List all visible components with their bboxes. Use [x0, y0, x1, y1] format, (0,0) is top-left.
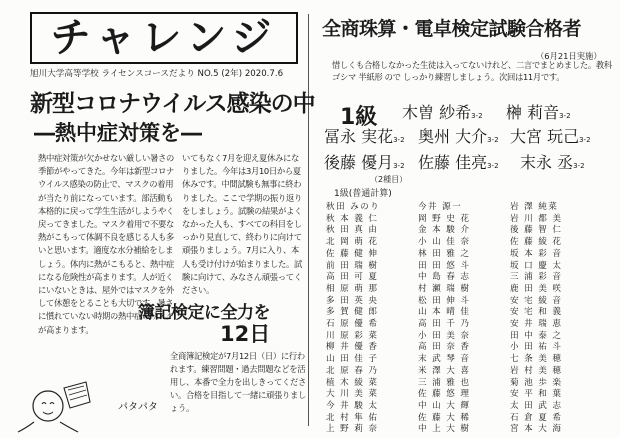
passer-name: 岩 澤 純菜: [510, 202, 559, 212]
passer-name: 多 賀 健 郎: [326, 307, 379, 318]
column-divider: [308, 14, 309, 426]
passer-name: 佐 藤 悠 理: [418, 389, 471, 400]
exam-date: （6月21日実施）: [536, 51, 602, 61]
passer-name: 高 田 可 夏: [326, 272, 379, 283]
passer-name: 坂 本 彩 音: [510, 248, 563, 259]
passer-name: 岡 野 史 花: [418, 213, 471, 224]
passer-name: 小 田 美 奈: [418, 330, 471, 341]
passer-name: 林 田 雅 之: [418, 248, 471, 259]
boki-article: 全商簿記検定が7月12日（日）に行われます。練習問題・過去問題などを活用し、本番で全力を出しきってください。合格を目指して一緒に頑張りましょう。: [170, 351, 306, 413]
passer-name: 安 平 和 葉: [510, 389, 563, 400]
passer-name: 植 木 綾 菜: [326, 377, 379, 388]
results-title: 全商珠算・電卓検定試験合格者: [322, 18, 582, 40]
passer-name: 山 本 晴 佳: [418, 307, 471, 318]
level1-name: 後藤 優月3-2: [324, 153, 405, 172]
passer-name: 田 中 泰 之: [510, 330, 563, 341]
passer-name: 大 川 美 菜: [326, 389, 379, 400]
passer-name: 岩 村 美 穂: [510, 365, 563, 376]
passer-name: 佐 藤 綾 花: [510, 237, 563, 248]
passer-name: 秋 田 真 由: [326, 225, 379, 236]
level1-name: 冨永 実花3-2: [324, 127, 405, 146]
heatstroke-article: 熱中症対策が欠かせない厳しい暑さの季節がやってきた。今年は新型コロナウイルス感染の防止で、マスクの着用が当たり前になっています。部活動も本格的に戻って学生生活がしようやく戻ってきました。マスク着用で不要な熱がこもって体調不良を感じる人も多いと思います。適度な水分補給をしましょう。体内に熱がこもると、熱中症になる危険性が高まります。人が近くにいないときは、屋外ではマスクを外して休憩をとることも大切です。暑さに慣れていない時期の熱中症のリスクが高まります。: [38, 153, 174, 335]
masthead-box: [30, 12, 298, 64]
passer-name: 後 藤 智 仁: [510, 225, 563, 236]
passer-name: 山 田 佳 子: [326, 354, 379, 365]
passer-name: 今 井 駿 太: [326, 400, 379, 411]
passer-name: 金 本 駿 介: [418, 225, 471, 236]
level1-name: 大宮 玩己3-2: [510, 127, 591, 146]
passer-name: 岩 川 都 美: [510, 213, 563, 224]
level1-note: （2種目）: [370, 175, 408, 184]
passer-name: 中 上 大 樹: [418, 424, 471, 435]
passer-name: 秋田 みのり: [326, 202, 381, 212]
passer-name: 三 浦 彩 音: [510, 272, 563, 283]
passer-name: 秋 本 義 仁: [326, 213, 379, 224]
passer-name: 菊 池 歩 楽: [510, 377, 563, 388]
level1-name: 佐藤 佳亮3-2: [418, 153, 499, 172]
passer-name: 中 山 大 輝: [418, 400, 471, 411]
passer-name: 川 原 彩 菜: [326, 330, 379, 341]
passer-name: 田 田 悠 斗: [418, 260, 471, 271]
level1-name: 末永 丞3-2: [520, 153, 585, 172]
passer-name: 七 条 美 穂: [510, 354, 563, 365]
passer-name: 小 山 佳 奈: [418, 237, 471, 248]
level1-name: 榊 莉音3-2: [506, 103, 571, 122]
fan-doodle-icon: [12, 376, 104, 434]
level1-label: 1級: [340, 105, 378, 130]
passer-name: 坂 口 慶 太: [510, 260, 563, 271]
passer-name: 中 島 春 志: [418, 272, 471, 283]
passer-name: 石 倉 夏 希: [510, 412, 563, 423]
passer-name: 佐 藤 大 稀: [418, 412, 471, 423]
passer-name: 高 田 奈 香: [418, 342, 471, 353]
passer-name: 鹿 田 美 咲: [510, 283, 563, 294]
passer-name: 安 井 瑞 恵: [510, 319, 563, 329]
passer-name: 米 澤 大 喜: [418, 365, 471, 376]
boki-headline: 簿記検定に全力を: [138, 303, 270, 323]
passer-name: 佐 藤 健 伸: [326, 248, 379, 259]
passer-name: 北 原 春 乃: [326, 365, 379, 376]
passers-list: [316, 200, 616, 435]
passer-name: 高 田 千 乃: [418, 319, 471, 329]
results-note: 惜しくも合格しなかった生徒は入ってないけれど、二言でまとめました。教科 ゴシマ 半紙形 ので しっかり練習しましょう。次回は11月です。: [332, 60, 612, 82]
passer-name: 安 宅 和 義: [510, 307, 563, 318]
passer-name: 前 田 瑞 樹: [326, 260, 379, 271]
level1-name: 奥州 大介3-2: [418, 127, 499, 146]
headline-heatstroke: ―熱中症対策を―: [34, 121, 202, 145]
list-title: 1級(普通計算): [334, 189, 392, 199]
passer-name: 北 岡 萌 花: [326, 237, 379, 248]
masthead-subtitle: 旭川大学高等学校 ライセンスコースだより NO.5 (2年) 2020.7.6: [30, 69, 284, 79]
passer-name: 上 野 莉 奈: [326, 424, 379, 435]
headline-covid: 新型コロナウイルス感染の中: [30, 91, 315, 117]
passer-name: 三 浦 雅 也: [418, 377, 471, 388]
passer-name: 石 原 優 希: [326, 319, 379, 329]
passer-name: 末 武 琴 音: [418, 354, 471, 365]
passer-name: 柳 井 優 香: [326, 342, 379, 353]
passer-name: 安 宅 綾 音: [510, 295, 563, 306]
boki-date: 12日: [220, 322, 271, 346]
passer-name: 村 瀬 瑞 樹: [418, 283, 471, 294]
passer-name: 今井 源一: [418, 202, 463, 212]
passer-name: 太 田 武 志: [510, 400, 563, 411]
summer-article: いてもなく7月を迎え夏休みになりました。今年は3月10日から夏休みです。中間試験も無事に終わりました。ここで学期の振り返りをしましょう。試験の結果がよくなかった人も、すべての科目をしっかり見直して、終わりに向けて頑張りましょう。7月に入り、本人も受け付けが始まりました。試験に向けて、みなさん頑張ってください。: [182, 153, 302, 296]
passer-name: 小 田 祐 斗: [510, 342, 563, 353]
passer-name: 宮 本 大 海: [510, 424, 563, 435]
masthead-title: チャレンジ: [50, 15, 278, 61]
passer-name: 多 田 英 央: [326, 295, 379, 306]
level1-name: 木曽 紗希3-2: [402, 103, 483, 122]
passer-name: 松 田 伸 斗: [418, 295, 471, 306]
passer-name: 北 村 隼 佑: [326, 412, 379, 423]
doodle-caption: パタパタ: [118, 402, 158, 413]
passer-name: 相 原 萌 那: [326, 283, 379, 294]
